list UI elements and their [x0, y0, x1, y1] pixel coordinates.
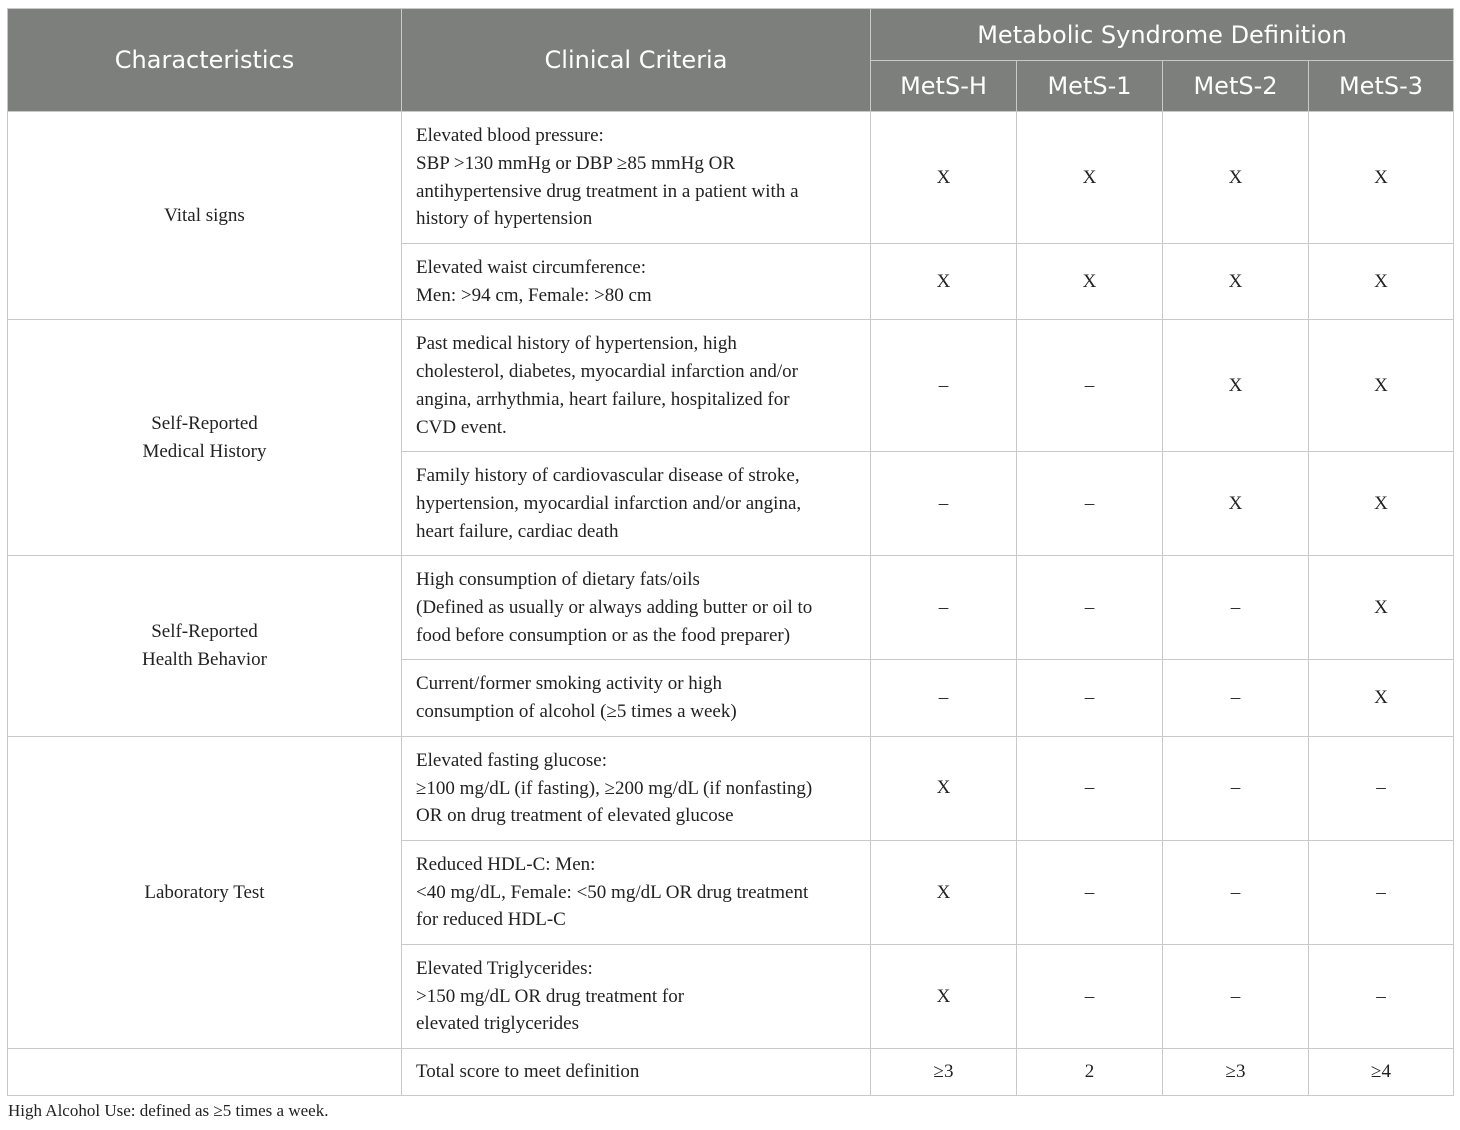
table-row: [8, 556, 1454, 660]
criteria-line: food before consumption or as the food preparer): [416, 624, 791, 646]
mark-cell: –: [1163, 556, 1309, 660]
criteria-cell: [402, 736, 871, 840]
total-mark-cell: ≥3: [1163, 1049, 1309, 1096]
criteria-line: ≥100 mg/dL (if fasting), ≥200 mg/dL (if nonfasting): [416, 777, 813, 799]
mark-cell: –: [1163, 945, 1309, 1049]
mark-cell: –: [1017, 945, 1163, 1049]
criteria-line: Reduced HDL-C: Men:: [416, 853, 596, 875]
criteria-line: Elevated waist circumference:: [416, 257, 646, 278]
criteria-line: <40 mg/dL, Female: <50 mg/dL OR drug treatment: [416, 881, 809, 903]
mark-cell: –: [1017, 840, 1163, 944]
mark-cell: –: [871, 556, 1017, 660]
characteristic-cell: [8, 556, 402, 737]
criteria-line: High consumption of dietary fats/oils: [416, 569, 700, 591]
characteristic-cell: [8, 112, 402, 320]
mark-cell: X: [1309, 112, 1454, 244]
criteria-cell: [402, 452, 871, 556]
criteria-line: >150 mg/dL OR drug treatment for: [416, 985, 685, 1007]
total-mark-cell: ≥3: [871, 1049, 1017, 1096]
mark-cell: X: [1163, 452, 1309, 556]
criteria-cell: [402, 244, 871, 320]
mark-cell: –: [871, 320, 1017, 452]
mark-cell: X: [1309, 556, 1454, 660]
mark-cell: X: [1309, 660, 1454, 736]
mark-cell: X: [1163, 112, 1309, 244]
mark-cell: –: [871, 452, 1017, 556]
criteria-line: Past medical history of hypertension, high: [416, 333, 737, 355]
mark-cell: X: [871, 244, 1017, 320]
mark-cell: –: [1309, 945, 1454, 1049]
characteristic-cell: [8, 736, 402, 1048]
criteria-line: elevated triglycerides: [416, 1013, 580, 1035]
mark-cell: X: [871, 112, 1017, 244]
mark-cell: –: [871, 660, 1017, 736]
table-row: [8, 736, 1454, 840]
mark-cell: –: [1309, 840, 1454, 944]
mark-cell: –: [1163, 840, 1309, 944]
criteria-line: for reduced HDL-C: [416, 909, 566, 931]
criteria-cell: [402, 945, 871, 1049]
metabolic-syndrome-table: [7, 8, 1454, 1096]
mark-cell: X: [1309, 244, 1454, 320]
mark-cell: –: [1017, 736, 1163, 840]
mark-cell: X: [871, 945, 1017, 1049]
mark-cell: X: [871, 840, 1017, 944]
header-mets-3: MetS-3: [1309, 61, 1454, 112]
header-characteristics: Characteristics: [8, 9, 402, 112]
header-mets-h: MetS-H: [871, 61, 1017, 112]
total-criteria-cell: Total score to meet definition: [402, 1049, 871, 1096]
total-mark-cell: ≥4: [1309, 1049, 1454, 1096]
criteria-line: Elevated Triglycerides:: [416, 958, 593, 980]
criteria-line: OR on drug treatment of elevated glucose: [416, 805, 734, 827]
criteria-line: Family history of cardiovascular disease of stroke,: [416, 465, 800, 487]
mark-cell: X: [1017, 244, 1163, 320]
header-mets-2: MetS-2: [1163, 61, 1309, 112]
criteria-line: CVD event.: [416, 416, 507, 438]
mark-cell: X: [1163, 320, 1309, 452]
mark-cell: –: [1163, 736, 1309, 840]
criteria-line: hypertension, myocardial infarction and/or angina,: [416, 492, 802, 514]
criteria-line: Current/former smoking activity or high: [416, 673, 723, 695]
characteristic-cell: [8, 320, 402, 556]
mark-cell: X: [1017, 112, 1163, 244]
total-mark-cell: 2: [1017, 1049, 1163, 1096]
characteristic-label: Self-Reported: [151, 621, 258, 643]
characteristic-label: Vital signs: [164, 204, 245, 226]
criteria-line: history of hypertension: [416, 208, 593, 230]
criteria-line: antihypertensive drug treatment in a patient with a: [416, 180, 799, 202]
table-footnote: High Alcohol Use: defined as ≥5 times a week.: [8, 1101, 329, 1120]
characteristic-label: Medical History: [142, 440, 267, 462]
mark-cell: –: [1017, 660, 1163, 736]
mark-cell: –: [1017, 320, 1163, 452]
mark-cell: –: [1309, 736, 1454, 840]
mark-cell: –: [1017, 556, 1163, 660]
criteria-line: Men: >94 cm, Female: >80 cm: [416, 284, 652, 306]
criteria-cell: [402, 840, 871, 944]
characteristic-label: Health Behavior: [141, 649, 268, 671]
header-clinical-criteria: Clinical Criteria: [402, 9, 871, 112]
criteria-line: Elevated fasting glucose:: [416, 749, 607, 771]
header-mets-1: MetS-1: [1017, 61, 1163, 112]
header-metabolic-syndrome-definition: Metabolic Syndrome Definition: [871, 9, 1454, 61]
mark-cell: X: [1309, 452, 1454, 556]
criteria-line: angina, arrhythmia, heart failure, hospitalized for: [416, 388, 790, 410]
mark-cell: –: [1017, 452, 1163, 556]
characteristic-label: Self-Reported: [151, 412, 258, 434]
criteria-line: heart failure, cardiac death: [416, 520, 619, 542]
total-label-cell: [8, 1049, 402, 1096]
criteria-cell: [402, 556, 871, 660]
criteria-line: cholesterol, diabetes, myocardial infarction and/or: [416, 361, 798, 383]
mark-cell: X: [1163, 244, 1309, 320]
characteristic-label: Laboratory Test: [144, 881, 265, 903]
criteria-cell: [402, 320, 871, 452]
total-row: [8, 1049, 1454, 1096]
criteria-line: consumption of alcohol (≥5 times a week): [416, 701, 737, 723]
mark-cell: X: [1309, 320, 1454, 452]
criteria-line: Elevated blood pressure:: [416, 125, 604, 147]
criteria-line: SBP >130 mmHg or DBP ≥85 mmHg OR: [416, 152, 736, 174]
criteria-cell: [402, 112, 871, 244]
criteria-cell: [402, 660, 871, 736]
criteria-line: (Defined as usually or always adding butter or oil to: [416, 597, 813, 619]
table-row: [8, 112, 1454, 244]
table-row: [8, 320, 1454, 452]
mark-cell: X: [871, 736, 1017, 840]
mark-cell: –: [1163, 660, 1309, 736]
